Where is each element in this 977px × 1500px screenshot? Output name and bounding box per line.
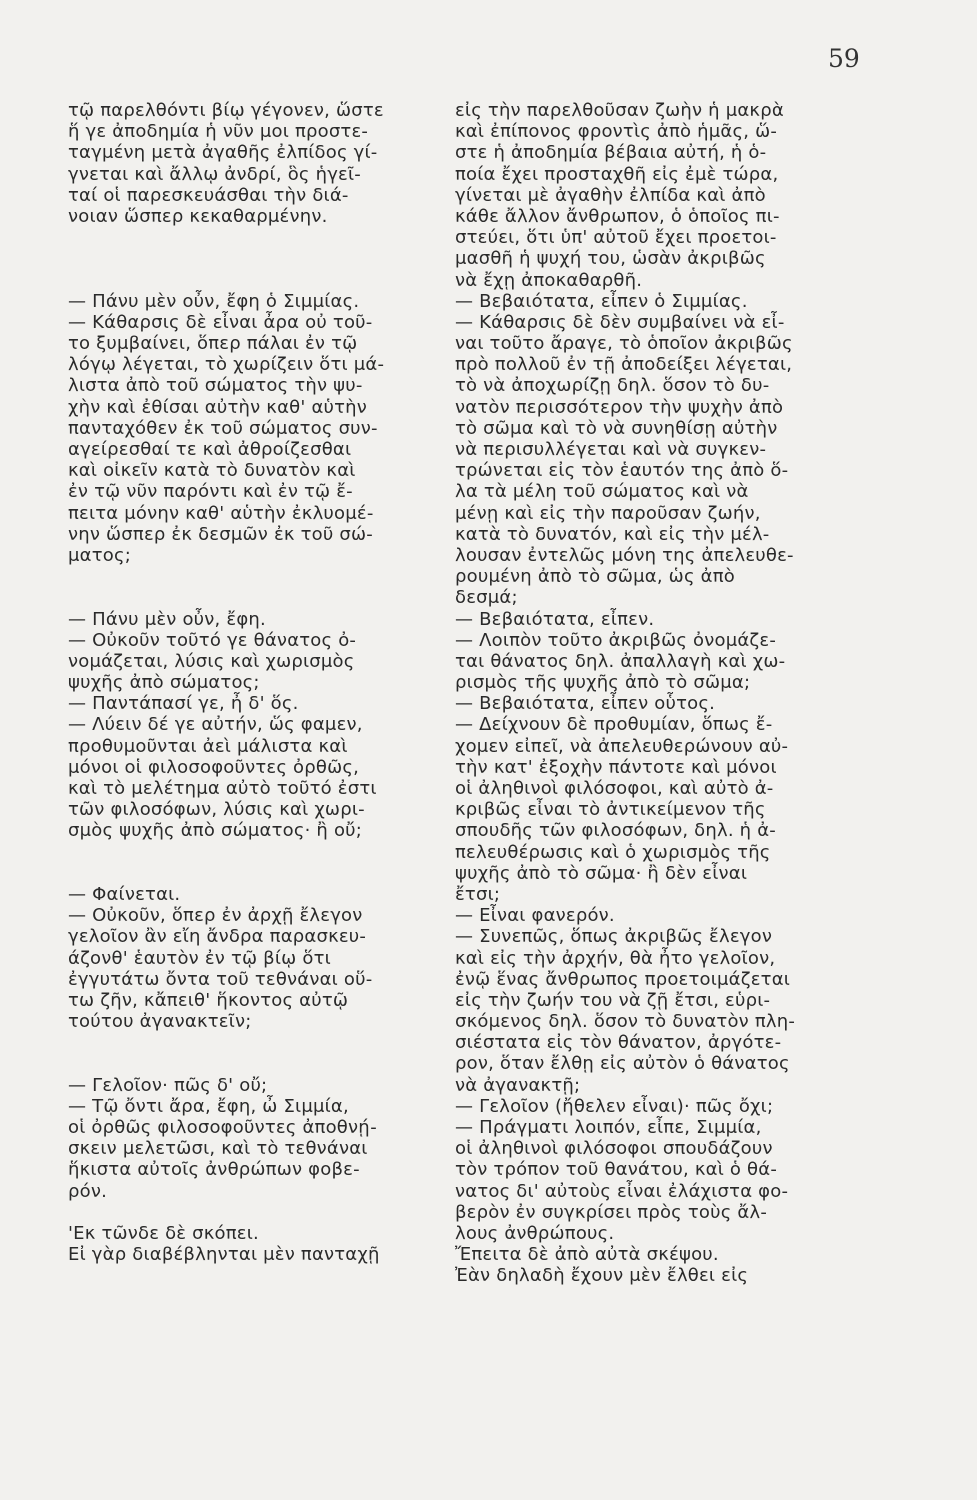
text-line: εἰς τὴν ζωήν του νὰ ζῇ ἔτσι, εὑρι- [455, 989, 771, 1011]
text-line: ἐν τῷ νῦν παρόντι καὶ ἐν τῷ ἔ- [68, 481, 353, 503]
blank-line [68, 842, 428, 863]
text-line: πρὸ πολλοῦ ἐν τῇ ἀποδείξει λέγεται, [455, 354, 793, 376]
text-line: — Γελοῖον· πῶς δ' οὔ; [68, 1074, 268, 1096]
text-line: καὶ ἐπίπονος φροντὶς ἀπὸ ἡμᾶς, ὥ- [455, 121, 778, 143]
text-line: γελοῖον ἂν εἴη ἄνδρα παρασκευ- [68, 926, 367, 948]
text-line: γίνεται μὲ ἀγαθὴν ἐλπίδα καὶ ἀπὸ [455, 184, 766, 206]
text-line: νην ὥσπερ ἐκ δεσμῶν ἐκ τοῦ σώ- [68, 523, 373, 545]
text-line: ταί οἱ παρεσκευάσθαι τὴν διά- [68, 184, 349, 206]
text-line: ρισμὸς τῆς ψυχῆς ἀπὸ τὸ σῶμα; [455, 672, 751, 694]
text-line: Εἰ γὰρ διαβέβληνται μὲν πανταχῇ [68, 1244, 380, 1266]
text-line: αγείρεσθαί τε καὶ ἀθροίζεσθαι [68, 439, 352, 460]
text-line: ρόν. [68, 1180, 108, 1202]
text-line: νὰ περισυλλέγεται καὶ νὰ συγκεν- [455, 439, 767, 460]
text-line: πειτα μόνην καθ' αὑτὴν ἐκλυομέ- [68, 502, 374, 524]
text-line: το ξυμβαίνει, ὅπερ πάλαι ἐν τῷ [68, 333, 358, 355]
text-line: Ἔπειτα δὲ ἀπὸ αὐτὰ σκέψου. [455, 1244, 719, 1266]
text-line: βερὸν ἐν συγκρίσει πρὸς τοὺς ἄλ- [455, 1201, 768, 1223]
text-line: — Οὐκοῦν, ὅπερ ἐν ἀρχῇ ἔλεγον [68, 905, 363, 927]
text-line: Ἐὰν δηλαδὴ ἔχουν μὲν ἔλθει εἰς [455, 1265, 749, 1287]
text-line: μόνοι οἱ φιλοσοφοῦντες ὀρθῶς, [68, 756, 360, 778]
text-line: — Λοιπὸν τοῦτο ἀκριβῶς ὀνομάζε- [455, 629, 777, 651]
text-line: ναι τοῦτο ἄραγε, τὸ ὁποῖον ἀκριβῶς [455, 333, 793, 355]
text-line: λιστα ἀπὸ τοῦ σώματος τὴν ψυ- [68, 375, 363, 397]
text-line: λα τὰ μέλη τοῦ σώματος καὶ νὰ [455, 481, 749, 503]
text-line: — Βεβαιότατα, εἶπεν οὗτος. [455, 693, 716, 715]
text-line: καὶ οἰκεῖν κατὰ τὸ δυνατὸν καὶ [68, 460, 356, 482]
text-line: ἥκιστα αὐτοῖς ἀνθρώπων φοβε- [68, 1159, 360, 1181]
text-line: τὸ σῶμα καὶ τὸ νὰ συνηθίσῃ αὐτὴν [455, 417, 778, 439]
text-line: — Συνεπῶς, ὅπως ἀκριβῶς ἔλεγον [455, 926, 773, 948]
text-line: — Πάνυ μὲν οὖν, ἔφη ὁ Σιμμίας. [68, 290, 360, 312]
blank-line [68, 863, 428, 884]
blank-line [68, 270, 428, 291]
text-line: 'Εκ τῶνδε δὲ σκόπει. [68, 1222, 259, 1244]
text-line: σμὸς ψυχῆς ἀπὸ σώματος· ἢ οὔ; [68, 820, 363, 842]
text-line: νοιαν ὥσπερ κεκαθαρμένην. [68, 205, 328, 227]
ancient-greek-column [68, 100, 428, 1265]
text-line: τὸ νὰ ἀποχωρίζῃ δηλ. ὅσον τὸ δυ- [455, 375, 770, 397]
text-line: λόγῳ λέγεται, τὸ χωρίζειν ὅτι μά- [68, 354, 385, 376]
text-line: — Κάθαρσις δὲ δὲν συμβαίνει νὰ εἶ- [455, 311, 785, 333]
text-line: ματος; [68, 544, 131, 566]
text-line: ρουμένη ἀπὸ τὸ σῶμα, ὡς ἀπὸ [455, 566, 735, 588]
text-line: ποία ἔχει προσταχθῆ εἰς ἐμὲ τώρα, [455, 163, 779, 185]
text-line: τὸν τρόπον τοῦ θανάτου, καὶ ὁ θά- [455, 1159, 778, 1181]
text-line: ἔτσι; [455, 883, 501, 905]
blank-line [68, 587, 428, 608]
text-line: προθυμοῦνται ἀεὶ μάλιστα καὶ [68, 735, 348, 757]
text-line: στεύει, ὅτι ὑπ' αὐτοῦ ἔχει προετοι- [455, 227, 777, 249]
text-line: ψυχῆς ἀπὸ τὸ σῶμα· ἢ δὲν εἶναι [455, 862, 748, 884]
text-line: κάθε ἄλλον ἄνθρωπον, ὁ ὁποῖος πι- [455, 205, 780, 227]
text-line: γνεται καὶ ἄλλῳ ἀνδρί, ὃς ἡγεῖ- [68, 163, 361, 185]
text-line: — Φαίνεται. [68, 883, 181, 905]
text-line: σκειν μελετῶσι, καὶ τὸ τεθνάναι [68, 1138, 368, 1160]
text-line: καὶ τὸ μελέτημα αὐτὸ τοῦτό ἐστι [68, 778, 377, 799]
text-line: — Λύειν δέ γε αὐτήν, ὥς φαμεν, [68, 714, 363, 736]
text-line: σκόμενος δηλ. ὅσον τὸ δυνατὸν πλη- [455, 1011, 796, 1033]
text-line: κατὰ τὸ δυνατόν, καὶ εἰς τὴν μέλ- [455, 523, 770, 545]
text-line: πανταχόθεν ἐκ τοῦ σώματος συν- [68, 417, 378, 439]
text-line: μασθῆ ἡ ψυχή του, ὡσὰν ἀκριβῶς [455, 248, 766, 270]
text-line: οἱ ἀληθινοὶ φιλόσοφοι, καὶ αὐτὸ ἀ- [455, 778, 774, 799]
text-line: ταγμένη μετὰ ἀγαθῆς ἐλπίδος γί- [68, 142, 378, 164]
text-line: στε ἡ ἀποδημία βέβαια αὐτή, ἡ ὁ- [455, 142, 767, 164]
text-line: πελευθέρωσις καὶ ὁ χωρισμὸς τῆς [455, 841, 771, 863]
blank-line [68, 566, 428, 587]
modern-greek-column [455, 100, 870, 1287]
text-line: — Παντάπασί γε, ἦ δ' ὅς. [68, 693, 299, 715]
text-line: σιέστατα εἰς τὸν θάνατον, ἀργότε- [455, 1032, 782, 1054]
text-line: δεσμά; [455, 587, 518, 609]
text-line: καὶ εἰς τὴν ἀρχήν, θὰ ἦτο γελοῖον, [455, 947, 776, 969]
text-line: τω ζῆν, κἄπειθ' ἥκοντος αὐτῷ [68, 989, 349, 1011]
text-line: τῶν φιλοσόφων, λύσις καὶ χωρι- [68, 799, 365, 821]
text-line: κριβῶς εἶναι τὸ ἀντικείμενον τῆς [455, 799, 766, 821]
blank-line [68, 1032, 428, 1053]
text-line: νὰ ἔχῃ ἀποκαθαρθῆ. [455, 269, 643, 291]
page-number: 59 [828, 44, 860, 73]
text-line: χομεν εἰπεῖ, νὰ ἀπελευθερώνουν αὐ- [455, 735, 789, 757]
text-line: σπουδῆς τῶν φιλοσόφων, δηλ. ἡ ἀ- [455, 820, 776, 842]
text-line: τούτου ἀγανακτεῖν; [68, 1011, 252, 1033]
text-line: λουσαν ἐντελῶς μόνη της ἀπελευθε- [455, 544, 794, 566]
text-line: οἱ ἀληθινοὶ φιλόσοφοι σπουδάζουν [455, 1138, 773, 1160]
text-line: μένῃ καὶ εἰς τὴν παροῦσαν ζωήν, [455, 502, 761, 524]
text-line: — Πάνυ μὲν οὖν, ἔφη. [68, 608, 266, 630]
text-line: άζονθ' ἑαυτὸν ἐν τῷ βίῳ ὅτι [68, 947, 331, 969]
text-line: — Οὐκοῦν τοῦτό γε θάνατος ὀ- [68, 629, 357, 651]
text-line: νὰ ἀγανακτῇ; [455, 1074, 581, 1096]
text-line: νατος δι' αὐτοὺς εἶναι ἐλάχιστα φο- [455, 1180, 789, 1202]
text-line: ται θάνατος δηλ. ἀπαλλαγὴ καὶ χω- [455, 650, 786, 672]
text-line: ἥ γε ἀποδημία ἡ νῦν μοι προστε- [68, 121, 369, 143]
text-line: — Πράγματι λοιπόν, εἶπε, Σιμμία, [455, 1117, 762, 1138]
text-line: εἰς τὴν παρελθοῦσαν ζωὴν ἡ μακρὰ [455, 100, 784, 121]
text-line: χὴν καὶ ἐθίσαι αὐτὴν καθ' αὑτὴν [68, 396, 368, 418]
text-line: τρώνεται εἰς τὸν ἑαυτόν της ἀπὸ ὅ- [455, 460, 789, 482]
text-line: τὴν κατ' ἐξοχὴν πάντοτε καὶ μόνοι [455, 756, 777, 778]
text-line: — Γελοῖον (ἤθελεν εἶναι)· πῶς ὄχι; [455, 1095, 774, 1117]
blank-line [68, 248, 428, 269]
text-line: οἱ ὀρθῶς φιλοσοφοῦντες ἀποθνῄ- [68, 1117, 377, 1138]
text-line: — Τῷ ὄντι ἄρα, ἔφη, ὦ Σιμμία, [68, 1095, 349, 1117]
text-line: ψυχῆς ἀπὸ σώματος; [68, 672, 260, 694]
text-line: ρον, ὅταν ἔλθῃ εἰς αὐτὸν ὁ θάνατος [455, 1053, 790, 1075]
text-line: — Κάθαρσις δὲ εἶναι ἆρα οὐ τοῦ- [68, 311, 373, 333]
text-line: — Δείχνουν δὲ προθυμίαν, ὅπως ἔ- [455, 714, 773, 736]
text-line: — Βεβαιότατα, εἶπεν ὁ Σιμμίας. [455, 290, 748, 312]
text-line: νατὸν περισσότερον τὴν ψυχὴν ἀπὸ [455, 396, 784, 418]
text-line: τῷ παρελθόντι βίῳ γέγονεν, ὥστε [68, 100, 384, 121]
text-line: λους ἀνθρώπους. [455, 1222, 615, 1244]
text-line: — Βεβαιότατα, εἶπεν. [455, 608, 655, 630]
text-line: νομάζεται, λύσις καὶ χωρισμὸς [68, 650, 355, 672]
text-line: ἐγγυτάτω ὄντα τοῦ τεθνάναι οὕ- [68, 968, 373, 990]
blank-line [68, 227, 428, 248]
blank-line [68, 1053, 428, 1074]
text-line: — Εἶναι φανερόν. [455, 905, 615, 927]
blank-line [68, 1202, 428, 1223]
text-line: ἐνῷ ἕνας ἄνθρωπος προετοιμάζεται [455, 968, 791, 990]
